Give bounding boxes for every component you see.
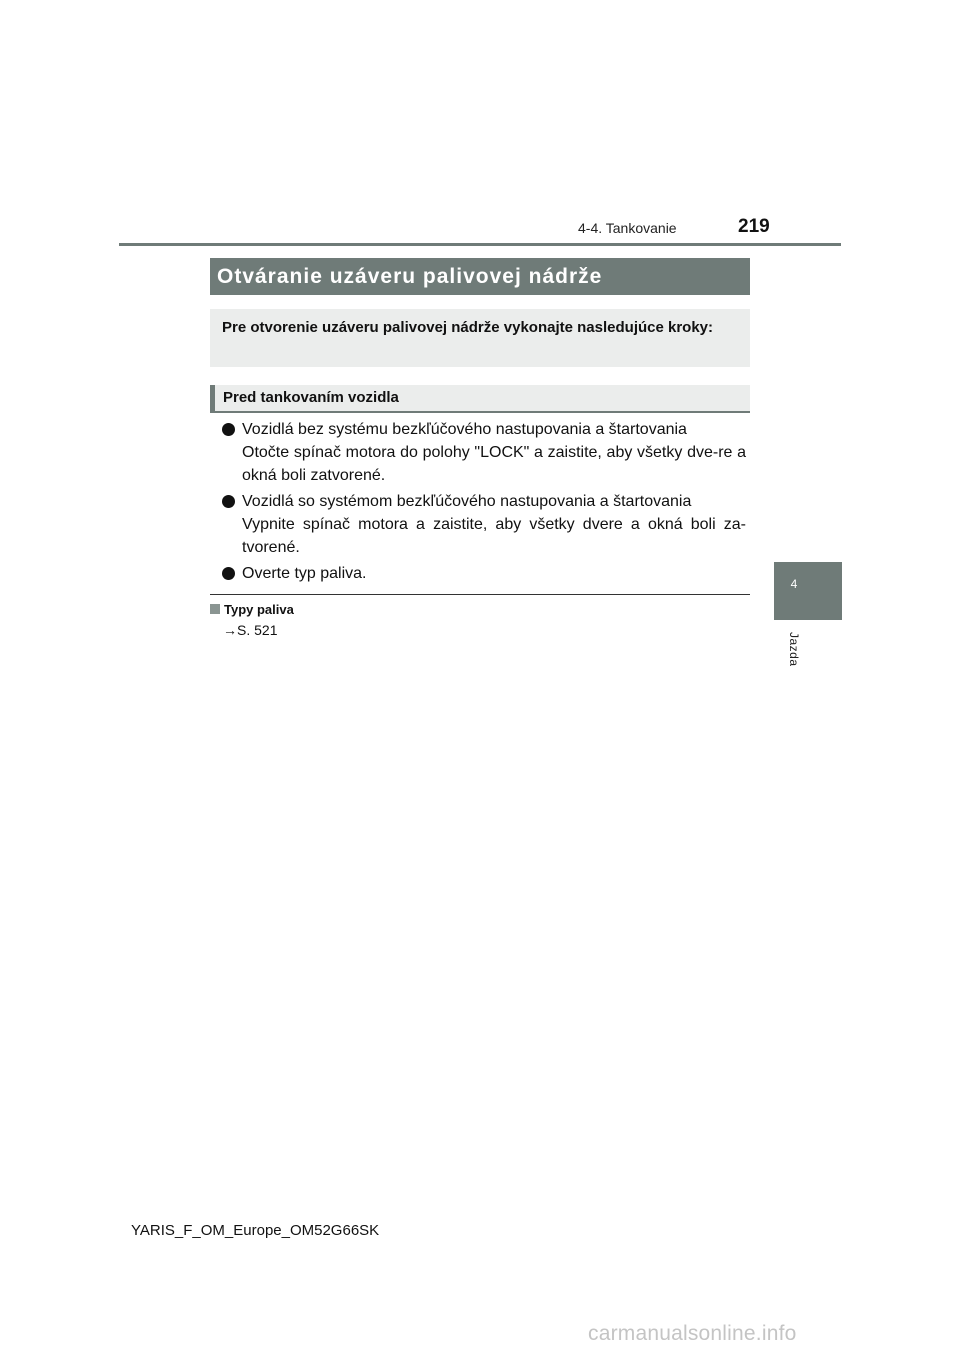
subsection-title: Pred tankovaním vozidla [223, 389, 399, 406]
bullet-icon [222, 567, 235, 580]
watermark: carmanualsonline.info [588, 1322, 797, 1345]
chapter-tab [774, 562, 842, 620]
section-reference: 4-4. Tankovanie [578, 220, 677, 236]
page-reference-link[interactable]: →S. 521 [223, 622, 278, 638]
note-block [210, 602, 750, 638]
bullet-icon [222, 495, 235, 508]
list-item [222, 490, 746, 559]
bullet-title: Vozidlá so systémom bezkľúčového nastupovania a štartovania [242, 493, 692, 510]
subsection-accent [210, 385, 215, 413]
title-bar [210, 258, 750, 295]
intro-box: Pre otvorenie uzáveru palivovej nádrže vykonajte nasledujúce kroky: [210, 309, 750, 367]
subsection-rule [210, 411, 750, 413]
chapter-number: 4 [790, 577, 798, 591]
note-divider [210, 594, 750, 595]
square-bullet-icon [210, 604, 220, 614]
header-rule [119, 243, 841, 246]
bullet-text: Otočte spínač motora do polohy "LOCK" a zaistite, aby všetky dve-re a okná boli zatvorené. [242, 444, 746, 484]
note-heading: Typy paliva [224, 602, 294, 617]
subsection-header [210, 385, 750, 413]
bullet-list [222, 418, 746, 588]
bullet-text: Overte typ paliva. [242, 565, 367, 582]
list-item [222, 562, 746, 585]
page-number: 219 [738, 216, 770, 237]
footer-doc-id: YARIS_F_OM_Europe_OM52G66SK [131, 1222, 380, 1239]
bullet-title: Vozidlá bez systému bezkľúčového nastupovania a štartovania [242, 421, 687, 438]
bullet-text: Vypnite spínač motora a zaistite, aby všetky dvere a okná boli za-tvorené. [242, 516, 746, 556]
list-item [222, 418, 746, 487]
page-title: Otváranie uzáveru palivovej nádrže [217, 264, 603, 288]
bullet-icon [222, 423, 235, 436]
chapter-label: Jazda [787, 632, 801, 667]
